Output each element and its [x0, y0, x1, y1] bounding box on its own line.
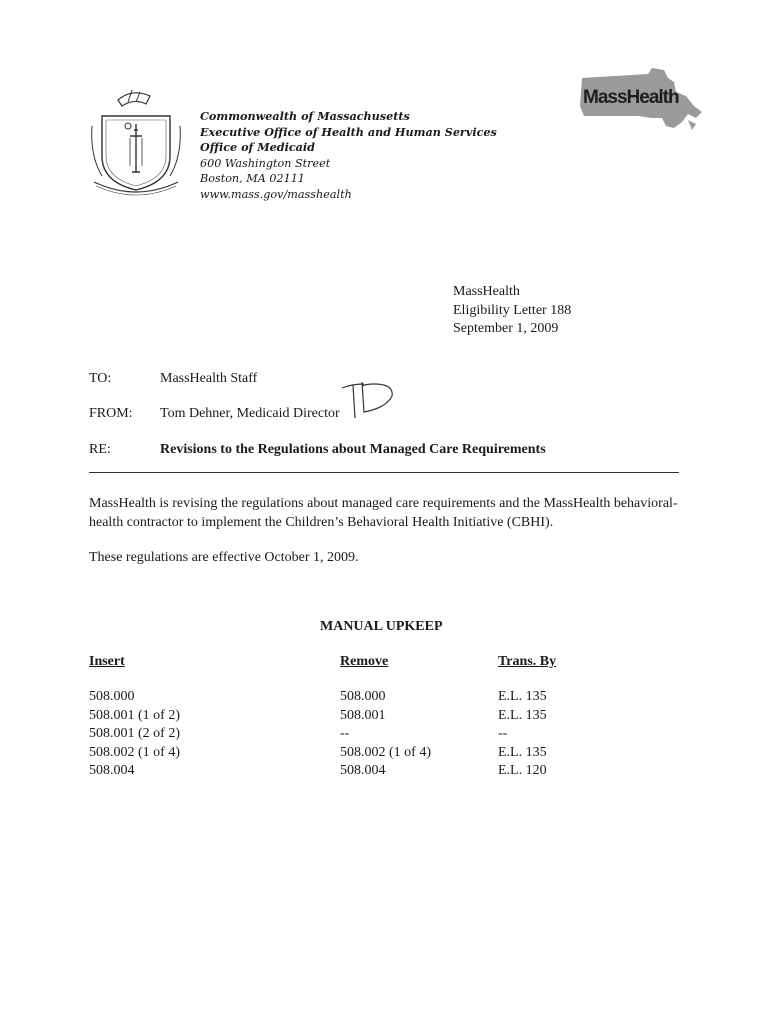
to-label: TO:: [89, 371, 112, 386]
re-value: Revisions to the Regulations about Managed Care Requirements: [160, 442, 546, 457]
agency-header: [200, 109, 497, 203]
table-cell: --: [340, 726, 350, 741]
letter-body: [89, 494, 689, 583]
table-cell: 508.001 (1 of 2): [89, 707, 180, 723]
agency-line: Office of Medicaid: [200, 140, 315, 155]
divider-rule: [89, 472, 679, 473]
from-value: Tom Dehner, Medicaid Director: [160, 406, 340, 421]
reference-program: MassHealth: [453, 284, 520, 299]
table-cell: 508.002 (1 of 4): [340, 744, 431, 760]
state-seal-icon: [88, 86, 184, 196]
re-label: RE:: [89, 442, 111, 457]
body-paragraph: These regulations are effective October 1, 2009.: [89, 550, 359, 565]
insert-column: [89, 688, 180, 781]
trans-column: [498, 688, 547, 781]
table-cell: 508.004: [340, 763, 386, 778]
handwritten-initials-icon: [338, 378, 400, 420]
table-cell: 508.004: [89, 763, 135, 778]
reference-date: September 1, 2009: [453, 321, 559, 336]
table-cell: 508.001: [340, 707, 386, 723]
manual-upkeep-title: MANUAL UPKEEP: [320, 619, 443, 634]
address-line: 600 Washington Street: [200, 156, 331, 170]
to-value: MassHealth Staff: [160, 371, 258, 386]
address-line: Boston, MA 02111: [200, 172, 305, 186]
table-cell: E.L. 135: [498, 744, 547, 760]
table-cell: E.L. 135: [498, 689, 547, 704]
table-cell: E.L. 135: [498, 707, 547, 723]
from-label: FROM:: [89, 406, 133, 421]
table-cell: 508.002 (1 of 4): [89, 744, 180, 760]
letter-reference: [453, 283, 571, 339]
remove-column: [340, 688, 431, 781]
table-cell: --: [498, 726, 508, 741]
table-cell: 508.000: [89, 689, 135, 704]
table-cell: 508.000: [340, 689, 386, 704]
insert-column-header: Insert: [89, 654, 125, 669]
masshealth-logo: MassHealth: [583, 87, 679, 108]
table-cell: 508.001 (2 of 2): [89, 726, 180, 741]
website-link[interactable]: www.mass.gov/masshealth: [200, 187, 352, 201]
reference-letter: Eligibility Letter 188: [453, 302, 572, 318]
agency-line: Executive Office of Health and Human Services: [200, 124, 497, 139]
agency-line: Commonwealth of Massachusetts: [200, 109, 410, 123]
table-cell: E.L. 120: [498, 763, 547, 778]
trans-column-header: Trans. By: [498, 654, 557, 669]
remove-column-header: Remove: [340, 654, 389, 669]
body-paragraph: MassHealth is revising the regulations about managed care requirements and the MassHealth behavioral-health contractor to implement the Children’s Behavioral Health Initiative (CBHI).: [89, 496, 678, 530]
